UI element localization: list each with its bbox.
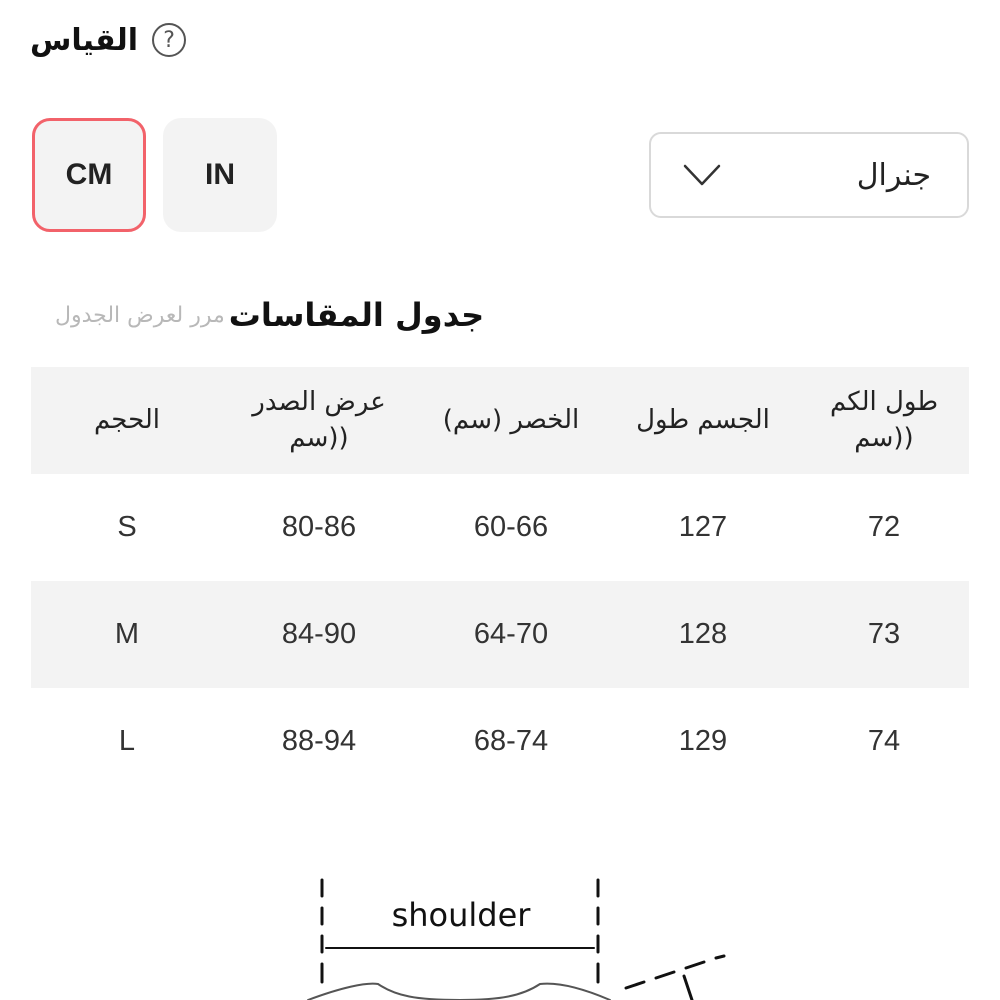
section-header: [30, 16, 186, 64]
section-title: القياس: [30, 22, 139, 58]
cell-size: S: [117, 511, 137, 543]
cell-length: 127: [678, 511, 728, 543]
column-header-waist: (الخصر (سم: [442, 404, 580, 435]
table-row: [31, 688, 969, 795]
cell-sleeve: 73: [867, 618, 901, 650]
size-table: [31, 367, 969, 795]
cell-size: L: [118, 725, 136, 757]
cell-size: M: [114, 618, 140, 650]
cell-waist: 68-74: [473, 725, 549, 757]
cell-waist: 60-66: [473, 511, 549, 543]
scroll-hint: مرر لعرض الجدول: [55, 302, 225, 328]
column-header-chest: عرض الصدر ((سم: [252, 387, 386, 453]
region-select[interactable]: [649, 132, 969, 218]
column-header-size: الحجم: [93, 404, 160, 435]
question-circle-icon[interactable]: ?: [152, 23, 186, 57]
cell-chest: 88-94: [281, 725, 357, 757]
column-header-sleeve: طول الكم ((سم: [829, 387, 939, 453]
cell-length: 128: [678, 618, 728, 650]
cell-sleeve: 74: [867, 725, 901, 757]
table-heading: [55, 290, 484, 340]
column-header-length: الجسم طول: [636, 404, 770, 435]
cell-chest: 84-90: [281, 618, 357, 650]
shoulder-label: shoulder: [391, 896, 531, 934]
table-title: جدول المقاسات: [228, 296, 485, 334]
region-select-value: جنرال: [856, 157, 931, 193]
unit-cm-button[interactable]: CM: [32, 118, 146, 232]
cell-sleeve: 72: [867, 511, 901, 543]
garment-measurement-diagram: [300, 870, 740, 1000]
table-row: [31, 581, 969, 688]
chevron-down-icon: [683, 163, 721, 187]
cell-length: 129: [678, 725, 728, 757]
cell-waist: 64-70: [473, 618, 549, 650]
cell-chest: 80-86: [281, 511, 357, 543]
table-header-row: [31, 367, 969, 474]
unit-in-button[interactable]: IN: [163, 118, 277, 232]
table-row: [31, 474, 969, 581]
